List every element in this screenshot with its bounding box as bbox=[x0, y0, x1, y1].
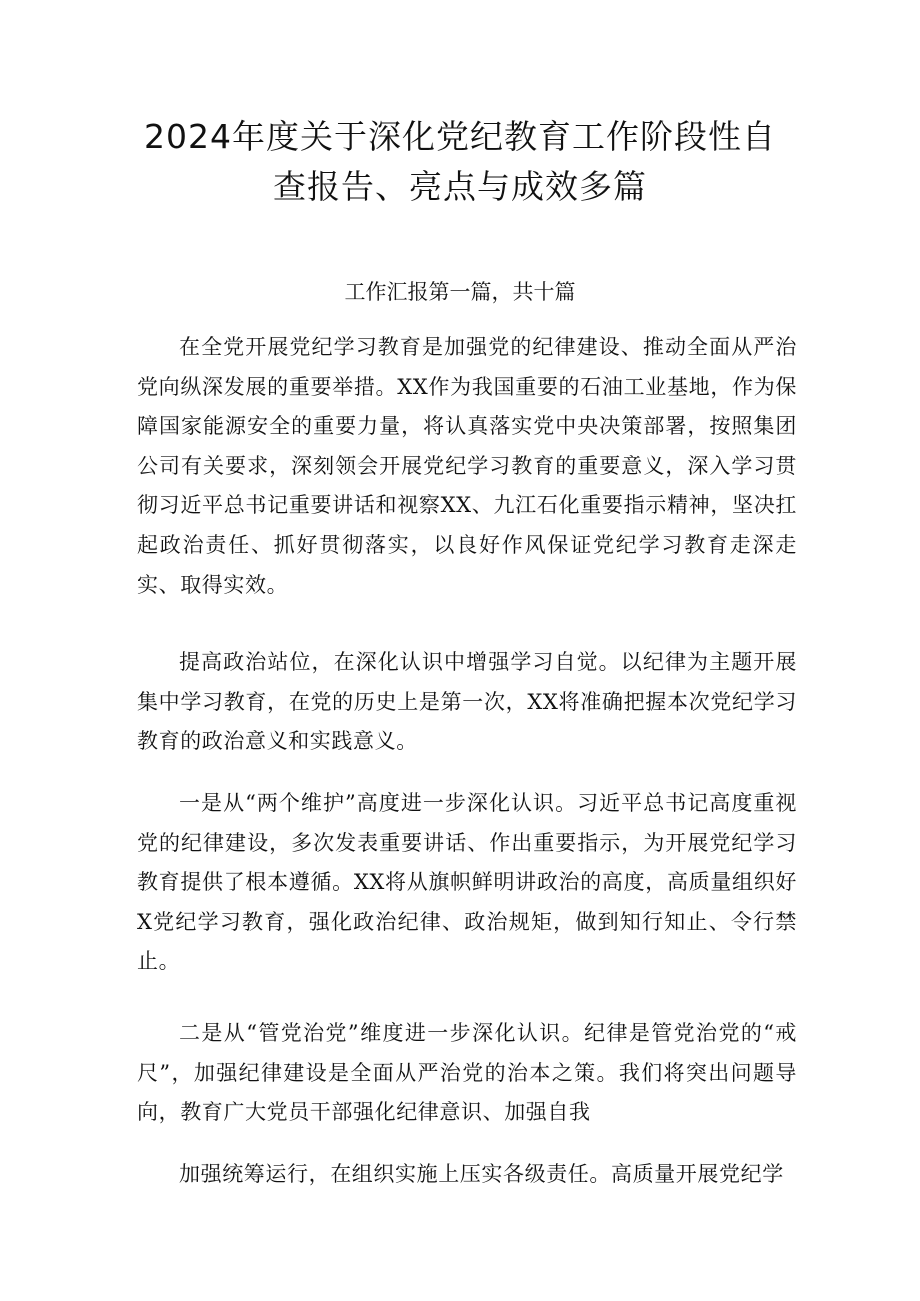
document-title-line-2: 查报告、亮点与成效多篇 bbox=[273, 167, 647, 206]
paragraph-4: 二是从“管党治党”维度进一步深化认识。纪律是管党治党的“戒尺”，加强纪律建设是全面从严治党的治本之策。我们将突出问题导向，教育广大党员干部强化纪律意识、加强自我 bbox=[137, 1021, 797, 1125]
paragraph-2: 提高政治站位，在深化认识中增强学习自觉。以纪律为主题开展集中学习教育，在党的历史上是第一次，XX将准确把握本次党纪学习教育的政治意义和实践意义。 bbox=[137, 650, 797, 754]
paragraph-3: 一是从“两个维护”高度进一步深化认识。习近平总书记高度重视党的纪律建设，多次发表重要讲话、作出重要指示，为开展党纪学习教育提供了根本遵循。XX将从旗帜鲜明讲政治的高度，高质量组织好X党纪学习教育，强化政治纪律、政治规矩，做到知行知止、令行禁止。 bbox=[137, 791, 797, 974]
document-title-line-1: 2024年度关于深化党纪教育工作阶段性自 bbox=[144, 117, 776, 156]
document-title bbox=[100, 112, 820, 212]
document-subtitle: 工作汇报第一篇，共十篇 bbox=[344, 280, 576, 304]
paragraph-5: 加强统筹运行，在组织实施上压实各级责任。高质量开展党纪学 bbox=[179, 1162, 784, 1186]
paragraph-1: 在全党开展党纪学习教育是加强党的纪律建设、推动全面从严治党向纵深发展的重要举措。XX作为我国重要的石油工业基地，作为保障国家能源安全的重要力量，将认真落实党中央决策部署，按照集团公司有关要求，深刻领会开展党纪学习教育的重要意义，深入学习贯彻习近平总书记重要讲话和视察XX、九江石化重要指示精神，坚决扛起政治责任、抓好贯彻落实，以良好作风保证党纪学习教育走深走实、取得实效。 bbox=[137, 335, 797, 597]
